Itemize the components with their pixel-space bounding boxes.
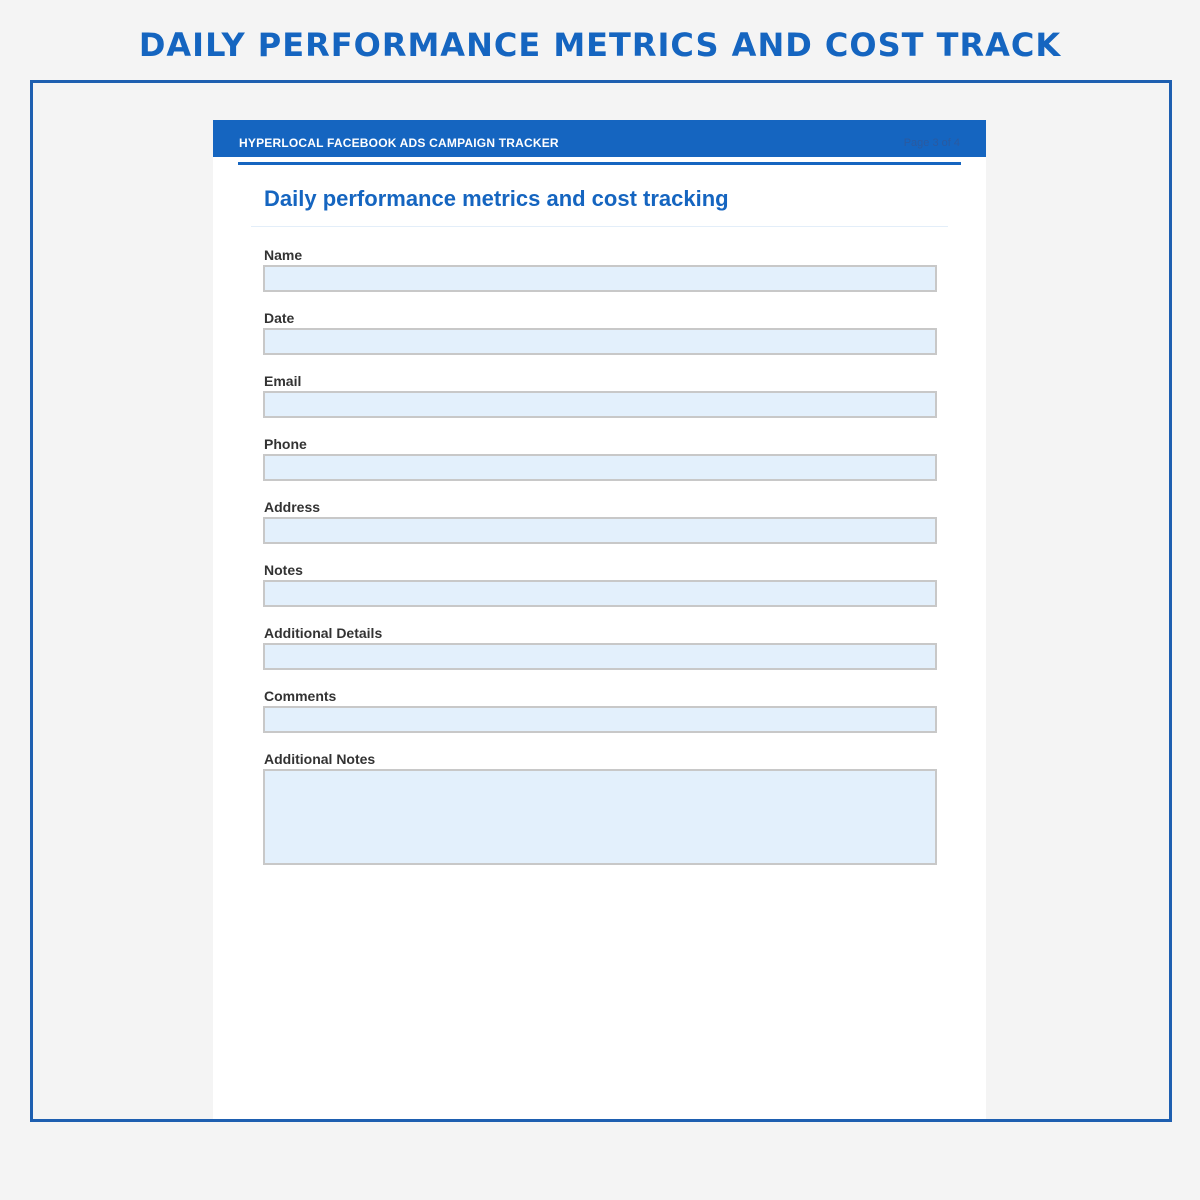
name-label: Name	[264, 247, 303, 263]
header-title: HYPERLOCAL FACEBOOK ADS CAMPAIGN TRACKER	[239, 136, 559, 150]
email-field[interactable]	[263, 391, 937, 418]
comments-field[interactable]	[263, 706, 937, 733]
phone-label: Phone	[264, 436, 307, 452]
page-header	[213, 120, 986, 157]
address-label: Address	[264, 499, 321, 515]
additional-details-field[interactable]	[263, 643, 937, 670]
address-field[interactable]	[263, 517, 937, 544]
additional-notes-textarea[interactable]	[263, 769, 937, 865]
form-title: Daily performance metrics and cost tracking	[264, 186, 729, 211]
title-divider	[251, 226, 948, 227]
document-page	[213, 120, 986, 1120]
additional-notes-label: Additional Notes	[264, 751, 376, 767]
document-frame	[30, 80, 1172, 1122]
banner-title: DAILY PERFORMANCE METRICS AND COST TRACK	[138, 26, 1062, 64]
comments-label: Comments	[264, 688, 337, 704]
page-number: Page 3 of 4	[903, 137, 960, 149]
notes-field[interactable]	[263, 580, 937, 607]
phone-field[interactable]	[263, 454, 937, 481]
name-field[interactable]	[263, 265, 937, 292]
notes-label: Notes	[264, 562, 303, 578]
header-divider	[238, 162, 961, 165]
date-label: Date	[264, 310, 295, 326]
additional-details-label: Additional Details	[264, 625, 383, 641]
email-label: Email	[264, 373, 302, 389]
date-field[interactable]	[263, 328, 937, 355]
